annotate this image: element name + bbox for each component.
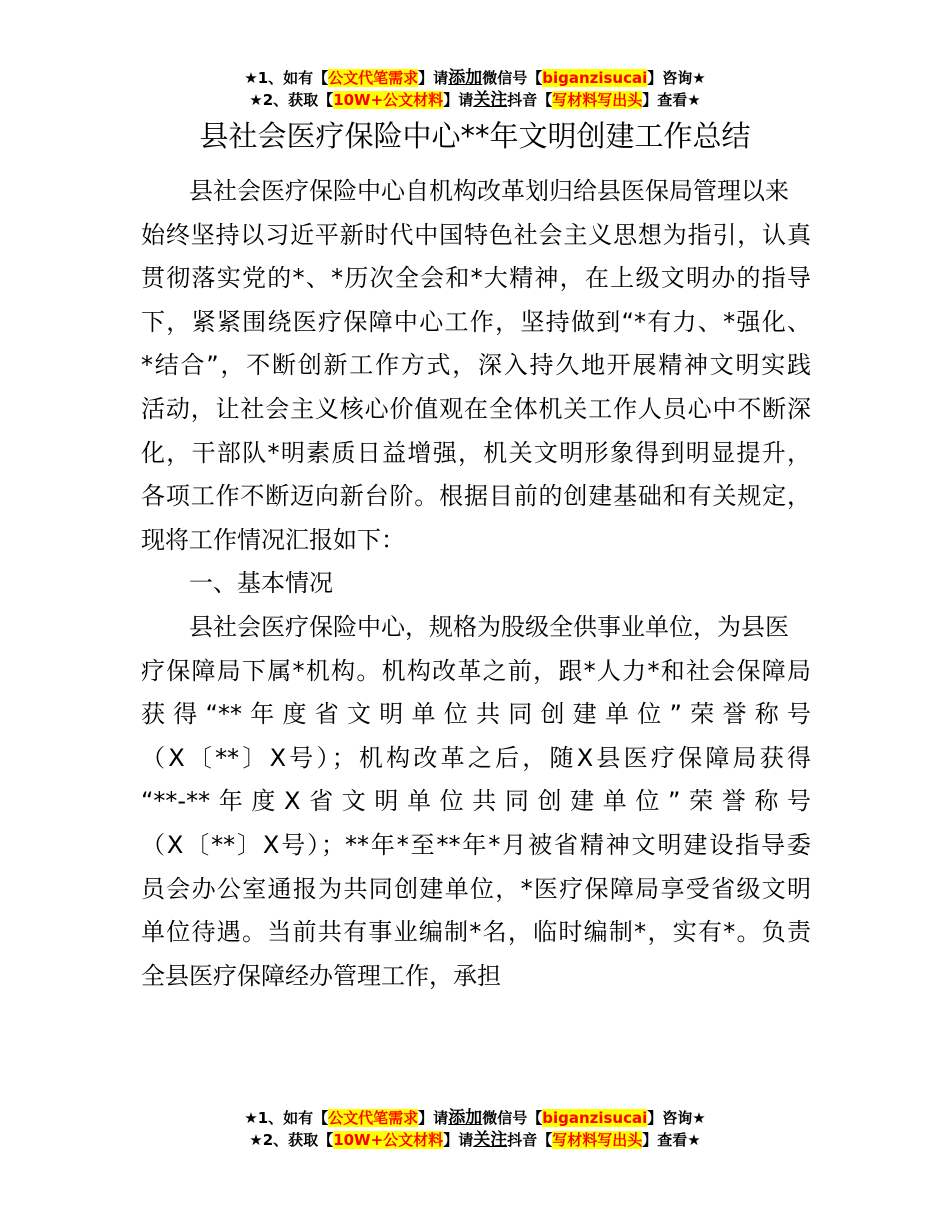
body-line: “**-**年度X省文明单位共同创建单位”荣誉称号 xyxy=(141,787,811,816)
banner-text: ★1、如有【 xyxy=(244,69,329,87)
banner-text: 抖音【 xyxy=(507,91,553,109)
banner-text: 】咨询★ xyxy=(647,1109,706,1127)
body-line: 员会办公室通报为共同创建单位，*医疗保障局享受省级文明 xyxy=(141,874,811,903)
banner-text: ★2、获取【 xyxy=(249,91,334,109)
banner-line-1 xyxy=(0,67,950,89)
banner-line-1 xyxy=(0,1107,950,1129)
banner-text: 】请 xyxy=(443,91,474,109)
body-line: 始终坚持以习近平新时代中国特色社会主义思想为指引，认真 xyxy=(141,220,811,249)
bottom-banner xyxy=(0,1107,950,1151)
banner-highlight: 10W+公文材料 xyxy=(333,1131,444,1149)
banner-highlight: 公文代笔需求 xyxy=(328,1109,419,1127)
banner-underline: 关注 xyxy=(473,1130,508,1150)
banner-highlight: 写材料写出头 xyxy=(552,91,643,109)
banner-text: 微信号【 xyxy=(482,1109,543,1127)
body-line: *结合”，不断创新工作方式，深入持久地开展精神文明实践 xyxy=(141,351,811,380)
banner-underline: 关注 xyxy=(473,90,508,110)
banner-highlight: biganzisucai xyxy=(542,69,648,87)
body-line: 县社会医疗保险中心自机构改革划归给县医保局管理以来 xyxy=(189,177,789,205)
banner-text: ★1、如有【 xyxy=(244,1109,329,1127)
body-line: （X〔**〕X号）；机构改革之后，随X县医疗保障局获得 xyxy=(141,743,811,772)
body-line: 现将工作情况汇报如下： xyxy=(141,525,405,554)
banner-text: ★2、获取【 xyxy=(249,1131,334,1149)
banner-highlight: 写材料写出头 xyxy=(552,1131,643,1149)
banner-text: 】请 xyxy=(418,1109,449,1127)
body-line: 活动，让社会主义核心价值观在全体机关工作人员心中不断深 xyxy=(141,394,811,423)
banner-text: 】咨询★ xyxy=(647,69,706,87)
body-line: 全县医疗保障经办管理工作，承担 xyxy=(141,961,501,990)
body-line: 下，紧紧围绕医疗保障中心工作，坚持做到“*有力、*强化、 xyxy=(141,307,811,336)
top-banner xyxy=(0,67,950,111)
banner-text: 抖音【 xyxy=(507,1131,553,1149)
banner-highlight: 10W+公文材料 xyxy=(333,91,444,109)
body-line: 疗保障局下属*机构。机构改革之前，跟*人力*和社会保障局 xyxy=(141,656,811,685)
body-line: （X〔**〕X号）；**年*至**年*月被省精神文明建设指导委 xyxy=(141,830,811,859)
banner-underline: 添加 xyxy=(448,1108,483,1128)
banner-line-2 xyxy=(0,1129,950,1151)
banner-text: 】请 xyxy=(443,1131,474,1149)
banner-text: 】查看★ xyxy=(642,91,701,109)
banner-text: 微信号【 xyxy=(482,69,543,87)
body-line: 单位待遇。当前共有事业编制*名，临时编制*，实有*。负责 xyxy=(141,918,811,947)
body-line: 化，干部队*明素质日益增强，机关文明形象得到明显提升， xyxy=(141,438,811,467)
body-line: 贯彻落实党的*、*历次全会和*大精神，在上级文明办的指导 xyxy=(141,264,811,293)
document-title: 县社会医疗保险中心**年文明创建工作总结 xyxy=(199,119,751,153)
body-line: 县社会医疗保险中心，规格为股级全供事业单位，为县医 xyxy=(189,612,789,641)
body-line: 获得“**年度省文明单位共同创建单位”荣誉称号 xyxy=(141,700,811,729)
document-body xyxy=(141,170,811,998)
body-line: 各项工作不断迈向新台阶。根据目前的创建基础和有关规定， xyxy=(141,482,811,511)
banner-line-2 xyxy=(0,89,950,111)
banner-highlight: 公文代笔需求 xyxy=(328,69,419,87)
banner-highlight: biganzisucai xyxy=(542,1109,648,1127)
banner-text: 】请 xyxy=(418,69,449,87)
section-heading: 一、基本情况 xyxy=(189,569,333,598)
banner-underline: 添加 xyxy=(448,68,483,88)
banner-text: 】查看★ xyxy=(642,1131,701,1149)
